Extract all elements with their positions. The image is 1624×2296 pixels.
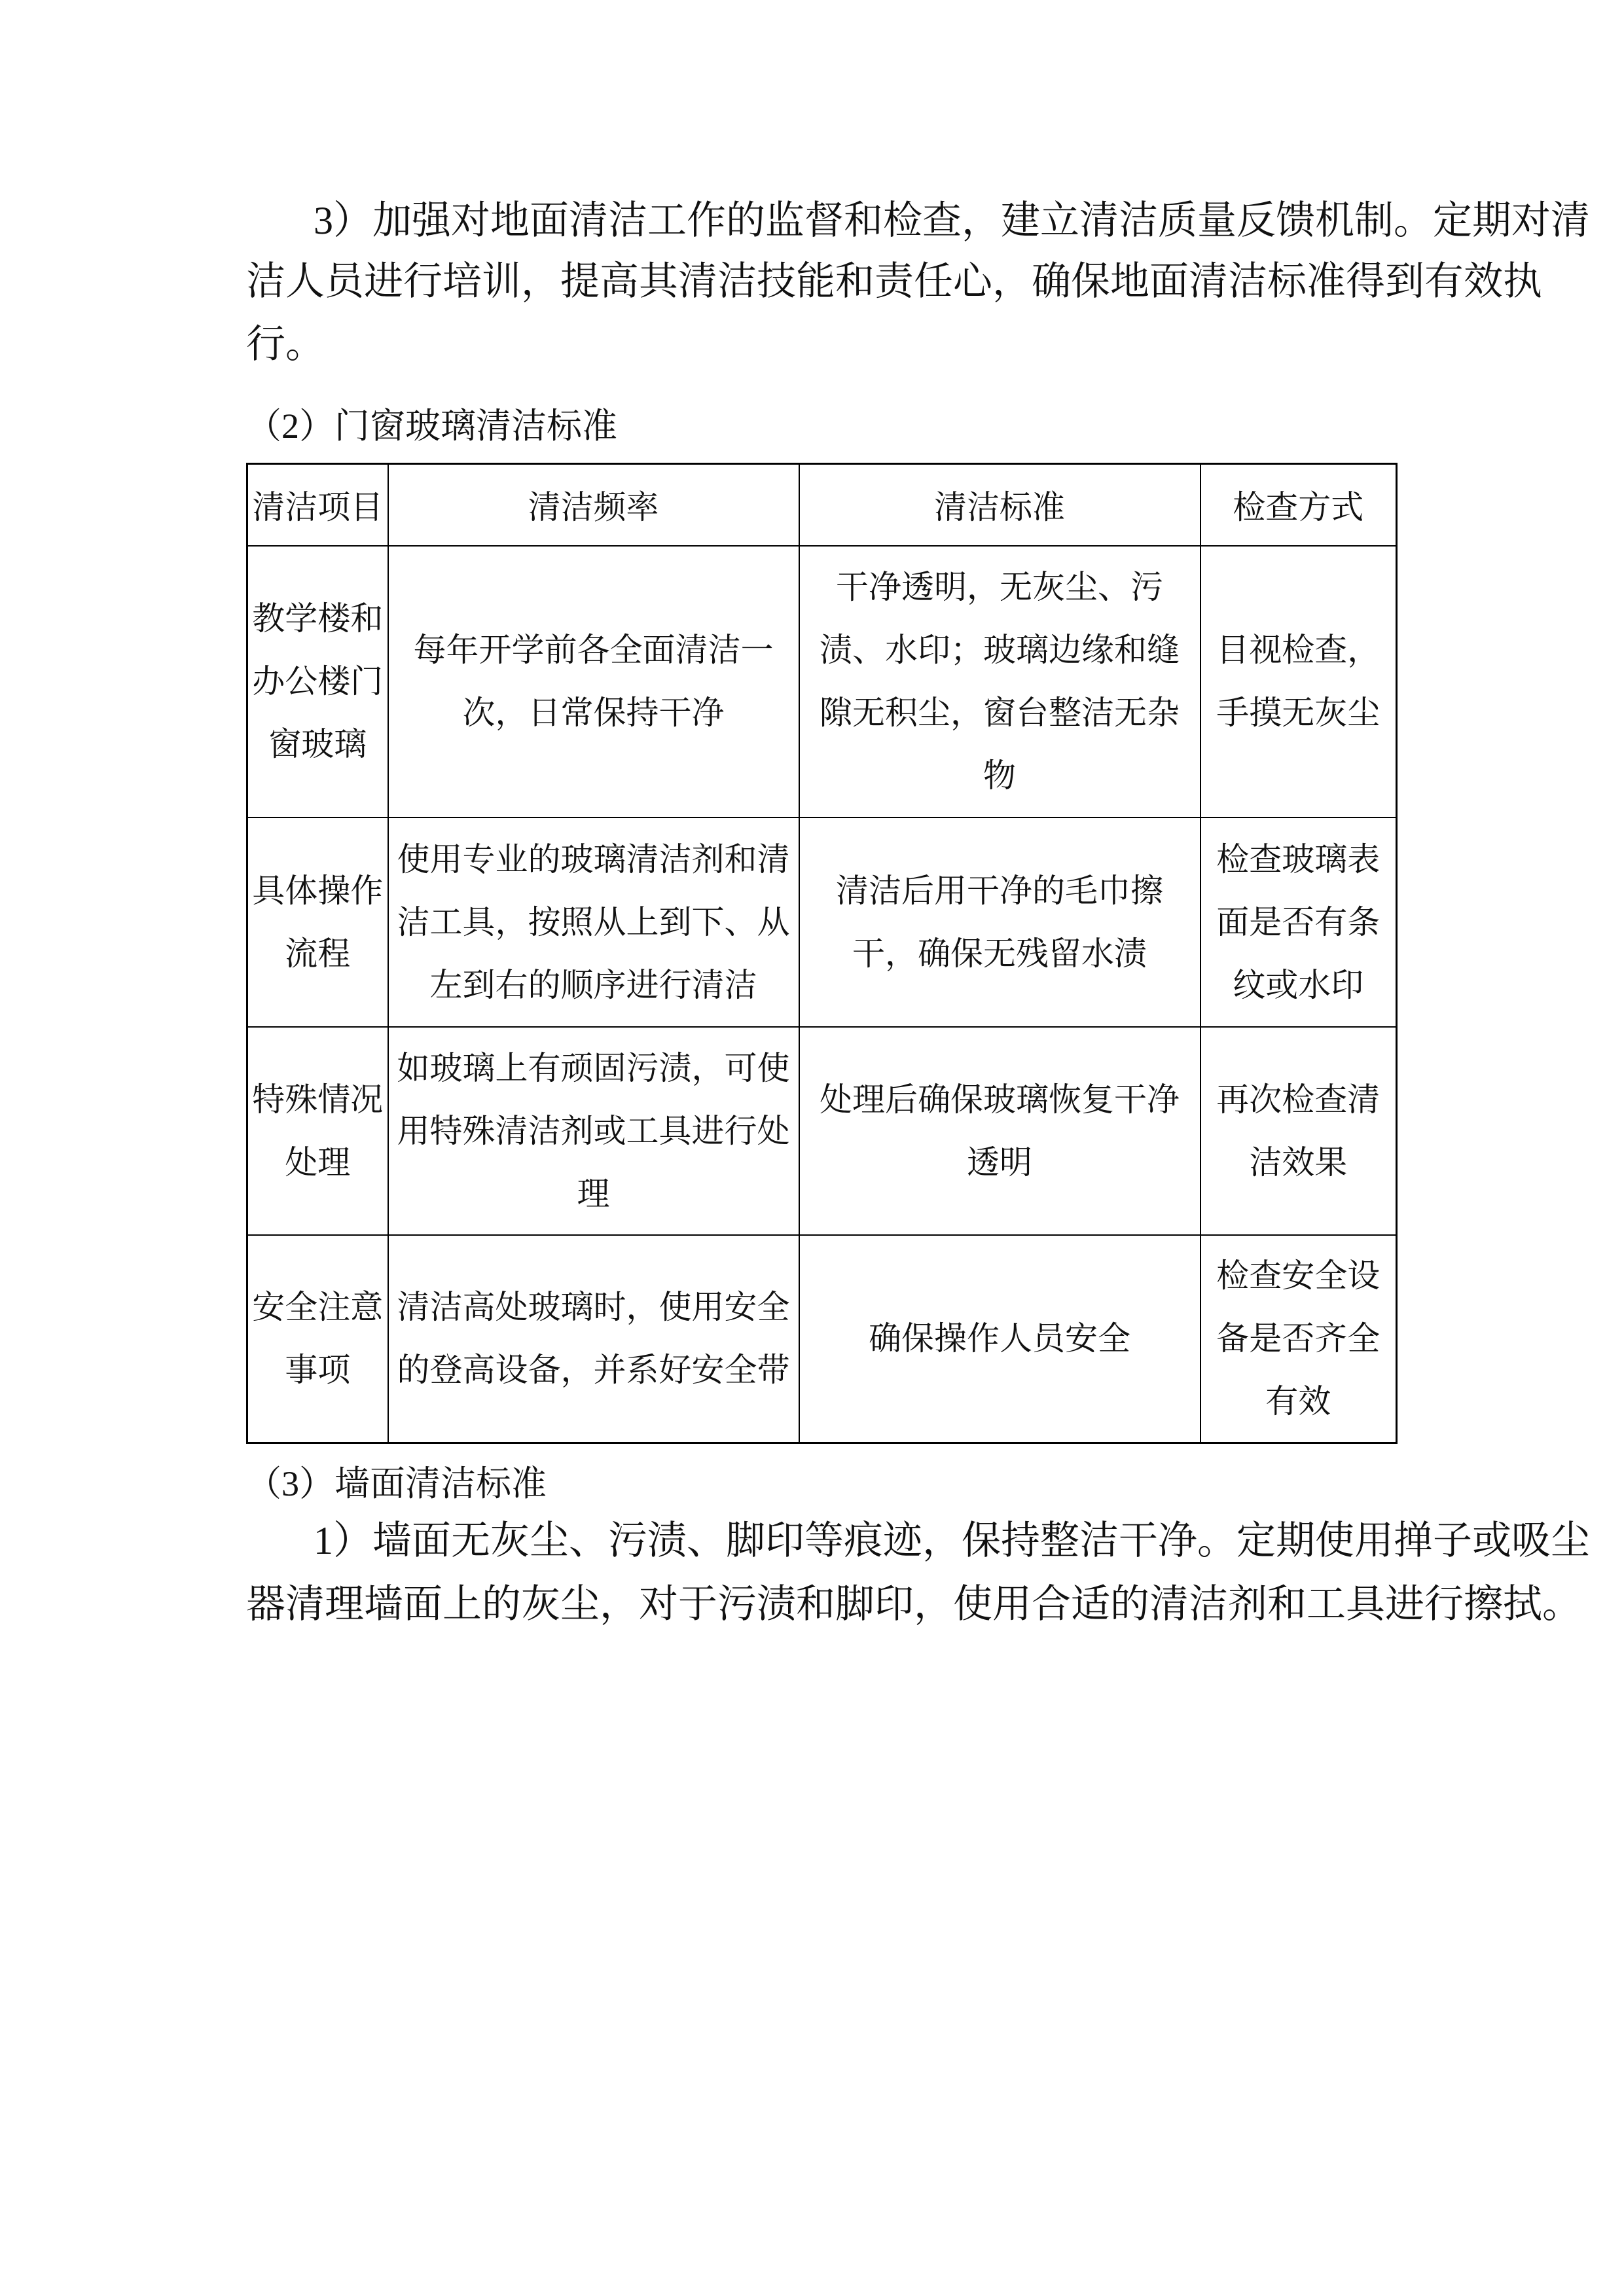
cell-line: 检查玻璃表 — [1216, 840, 1380, 878]
cell-line: 教学楼和 — [252, 600, 384, 637]
glass-cleaning-standards-table — [246, 463, 1398, 1444]
cell-line: 办公楼门 — [252, 663, 384, 700]
header-standard: 清洁标准 — [799, 464, 1200, 546]
cell-line: 清洁后用干净的毛巾擦 — [836, 872, 1163, 909]
cell-line: 理 — [577, 1175, 610, 1212]
cell-frequency — [388, 817, 799, 1027]
cell-inspection — [1200, 546, 1397, 817]
cell-line: 具体操作 — [252, 872, 384, 909]
cell-line: 检查安全设 — [1216, 1257, 1380, 1295]
cell-line: 安全注意 — [252, 1289, 384, 1326]
paragraph-bottom-line: 1）墙面无灰尘、污渍、脚印等痕迹，保持整洁干净。定期使用掸子或吸尘 — [314, 1519, 1590, 1562]
paragraph-top-line: 3）加强对地面清洁工作的监督和检查，建立清洁质量反馈机制。定期对清 — [314, 199, 1590, 242]
cell-line: 清洁高处玻璃时，使用安全 — [397, 1289, 790, 1326]
table-row — [247, 546, 1397, 817]
cell-item — [247, 1027, 388, 1235]
cell-inspection — [1200, 1235, 1397, 1443]
cell-line: 使用专业的玻璃清洁剂和清 — [397, 840, 790, 878]
header-inspection: 检查方式 — [1200, 464, 1397, 546]
cell-line: 物 — [983, 757, 1016, 794]
cell-item — [247, 1235, 388, 1443]
header-frequency: 清洁频率 — [388, 464, 799, 546]
cell-line: 特殊情况 — [252, 1081, 384, 1118]
cell-line: 干，确保无残留水渍 — [852, 935, 1147, 972]
cell-line: 事项 — [285, 1352, 351, 1389]
cell-line: 流程 — [285, 935, 351, 972]
cell-line: 面是否有条 — [1216, 903, 1380, 941]
cell-line: 干净透明，无灰尘、污 — [836, 569, 1163, 605]
cell-frequency — [388, 546, 799, 817]
cell-line: 纹或水印 — [1233, 966, 1364, 1003]
cell-line: 再次检查清 — [1216, 1081, 1380, 1118]
cell-line: 洁效果 — [1249, 1143, 1348, 1181]
header-item: 清洁项目 — [247, 464, 388, 546]
table-row — [247, 1027, 1397, 1235]
cell-line: 的登高设备，并系好安全带 — [397, 1352, 790, 1389]
cell-line: 透明 — [967, 1143, 1032, 1181]
cell-line: 隙无积尘，窗台整洁无杂 — [820, 694, 1180, 731]
cell-line: 目视检查， — [1216, 632, 1380, 668]
cell-line: 手摸无灰尘 — [1216, 694, 1380, 731]
cell-line: 洁工具，按照从上到下、从 — [397, 903, 790, 941]
cell-line: 次，日常保持干净 — [462, 694, 725, 731]
cell-line: 渍、水印；玻璃边缘和缝 — [820, 632, 1180, 668]
cell-line: 确保操作人员安全 — [869, 1320, 1130, 1357]
cell-item — [247, 817, 388, 1027]
table-row — [247, 817, 1397, 1027]
paragraph-top-line: 行。 — [246, 323, 325, 366]
paragraph-top-line: 洁人员进行培训，提高其清洁技能和责任心，确保地面清洁标准得到有效执 — [246, 260, 1542, 303]
cell-standard — [799, 546, 1200, 817]
cell-line: 左到右的顺序进行清洁 — [429, 966, 757, 1003]
cell-line: 处理 — [285, 1143, 351, 1181]
cell-frequency — [388, 1027, 799, 1235]
cell-line: 每年开学前各全面清洁一 — [413, 632, 774, 668]
section-heading: （3）墙面清洁标准 — [246, 1464, 547, 1503]
table-header-row — [247, 464, 1397, 546]
cell-line: 如玻璃上有顽固污渍，可使 — [397, 1049, 790, 1086]
cell-item — [247, 546, 388, 817]
cell-line: 处理后确保玻璃恢复干净 — [820, 1081, 1180, 1118]
cell-standard — [799, 1027, 1200, 1235]
cell-line: 备是否齐全 — [1216, 1320, 1380, 1357]
cell-frequency — [388, 1235, 799, 1443]
table-row — [247, 1235, 1397, 1443]
cell-line: 用特殊清洁剂或工具进行处 — [397, 1112, 790, 1149]
cell-inspection — [1200, 817, 1397, 1027]
cell-line: 窗玻璃 — [268, 726, 367, 762]
cell-line: 有效 — [1265, 1383, 1331, 1420]
cell-inspection — [1200, 1027, 1397, 1235]
section-heading: （2）门窗玻璃清洁标准 — [246, 406, 617, 446]
cell-standard — [799, 817, 1200, 1027]
cell-standard — [799, 1235, 1200, 1443]
paragraph-bottom-line: 器清理墙面上的灰尘，对于污渍和脚印，使用合适的清洁剂和工具进行擦拭。 — [246, 1583, 1581, 1626]
